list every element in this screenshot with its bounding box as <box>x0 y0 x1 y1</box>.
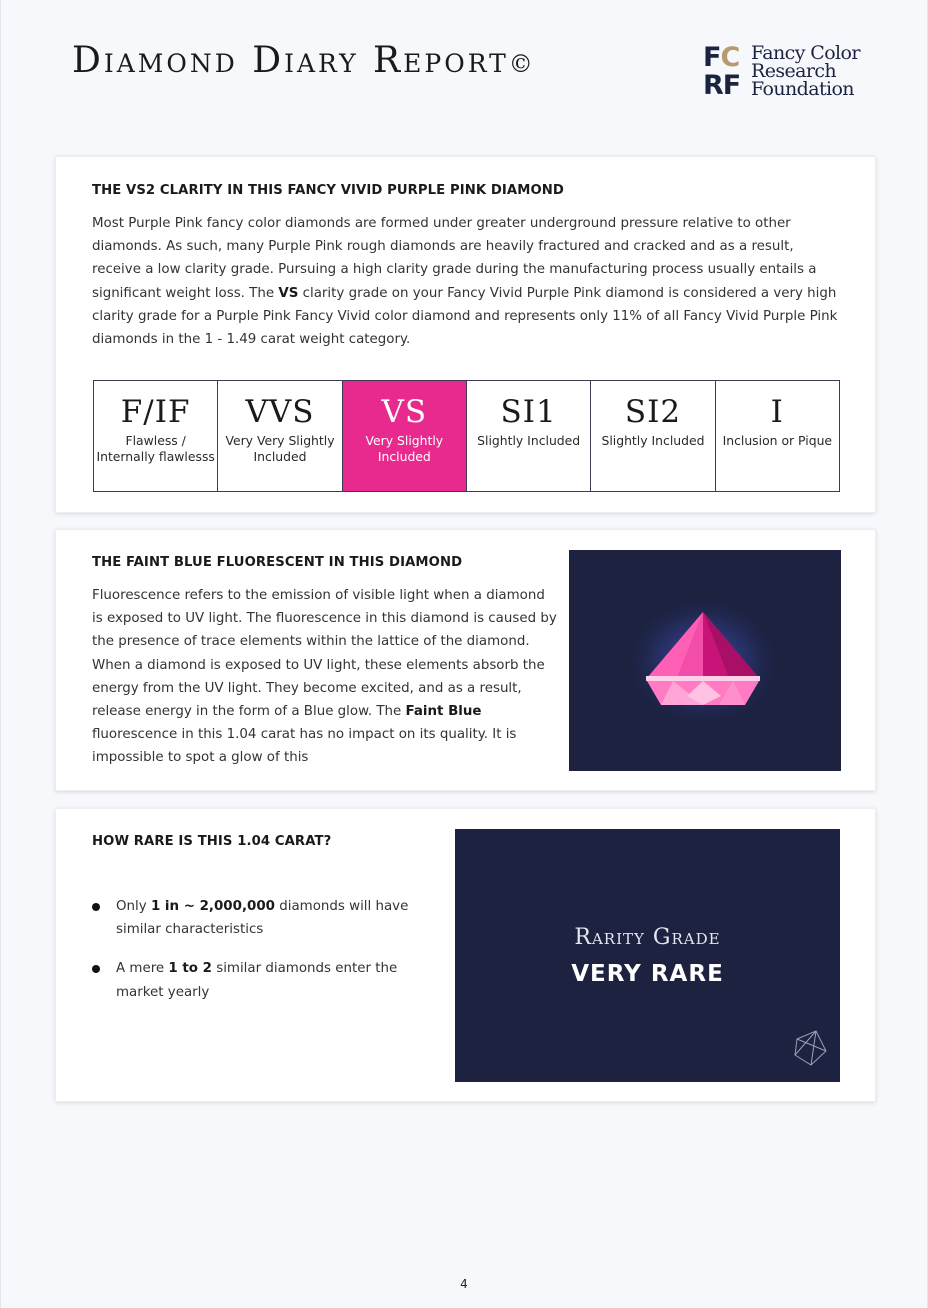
pink-diamond-icon <box>569 550 841 771</box>
rarity-card <box>55 808 876 1102</box>
bullet-dot-icon <box>92 903 100 911</box>
fluorescence-image <box>569 550 841 771</box>
grade-label: Slightly Included <box>601 433 705 448</box>
clarity-card <box>55 156 876 513</box>
logo-letter-c: C <box>720 42 740 73</box>
clarity-grade-i <box>716 381 839 491</box>
logo-letter-f: F <box>703 42 721 73</box>
logo-text <box>751 44 860 98</box>
logo-text-line-2: Research <box>751 60 837 82</box>
grade-label: Inclusion or Pique <box>722 433 833 448</box>
grade-label: Very Slightly Included <box>365 433 444 464</box>
rarity-bullet-1: Only 1 in ~ 2,000,000 diamonds will have similar characteristics <box>92 895 432 941</box>
rarity-grade-panel <box>455 829 840 1082</box>
gem-outline-icon <box>794 1029 828 1067</box>
clarity-grade-vs-highlighted <box>343 381 467 491</box>
logo-mark <box>703 44 747 100</box>
page-number: 4 <box>460 1277 468 1291</box>
grade-code: I <box>770 394 784 430</box>
rarity-grade-label: Rarity Grade <box>574 925 721 950</box>
report-title: Diamond Diary Report© <box>72 40 533 81</box>
clarity-paragraph: Most Purple Pink fancy color diamonds are formed under greater underground pressure relative to other diamonds. As such, many Purple Pink rough diamonds are heavily fractured and cracked and as a result, receive a low clarity grade. Pursuing a high clarity grade during the manufacturing process usually entails a significant weight loss. The VS clarity grade on your Fancy Vivid Purple Pink diamond is considered a very high clarity grade for a Purple Pink Fancy Vivid color diamond and represents only 11% of all Fancy Vivid Purple Pink diamonds in the 1 - 1.49 carat weight category. <box>92 216 838 348</box>
fcrf-logo <box>703 44 873 104</box>
grade-label: Very Very Slightly Included <box>225 433 335 464</box>
clarity-grade-si1 <box>467 381 591 491</box>
rarity-bullet-2: A mere 1 to 2 similar diamonds enter the market yearly <box>92 957 432 1003</box>
grade-code: VVS <box>245 394 315 430</box>
clarity-scale <box>93 380 840 492</box>
bullet-dot-icon <box>92 965 100 973</box>
clarity-grade-vvs <box>218 381 342 491</box>
grade-code: SI1 <box>500 394 557 430</box>
rarity-heading: HOW RARE IS THIS 1.04 CARAT? <box>92 834 332 849</box>
grade-code: SI2 <box>624 394 682 430</box>
clarity-grade-fif <box>94 381 218 491</box>
fluorescence-paragraph: Fluorescence refers to the emission of visible light when a diamond is exposed to UV light. The fluorescence in this diamond is caused by the presence of trace elements within the lattice of the diamond. When a diamond is exposed to UV light, these elements absorb the energy from the UV light. They become excited, and as a result, release energy in the form of a Blue glow. The Faint Blue fluorescence in this 1.04 carat has no impact on its quality. It is impossible to spot a glow of this <box>92 588 557 766</box>
grade-label: Flawless / Internally flawlesss <box>96 433 215 464</box>
fluorescence-heading: THE FAINT BLUE FLUORESCENT IN THIS DIAMOND <box>92 555 463 570</box>
logo-text-line-3: Foundation <box>751 78 854 100</box>
grade-code: VS <box>381 394 428 430</box>
grade-label: Slightly Included <box>477 433 581 448</box>
fluorescence-card <box>55 529 876 791</box>
grade-code: F/IF <box>120 394 191 430</box>
copyright-mark: © <box>508 50 533 78</box>
logo-letter-r: R <box>703 70 723 101</box>
rarity-grade-value: VERY RARE <box>571 961 724 987</box>
rarity-bullet-list <box>92 895 432 1020</box>
logo-text-line-1: Fancy Color <box>751 42 860 64</box>
clarity-grade-si2 <box>591 381 715 491</box>
logo-letter-f2: F <box>722 70 741 101</box>
clarity-heading: THE VS2 CLARITY IN THIS FANCY VIVID PURPLE PINK DIAMOND <box>92 183 564 198</box>
